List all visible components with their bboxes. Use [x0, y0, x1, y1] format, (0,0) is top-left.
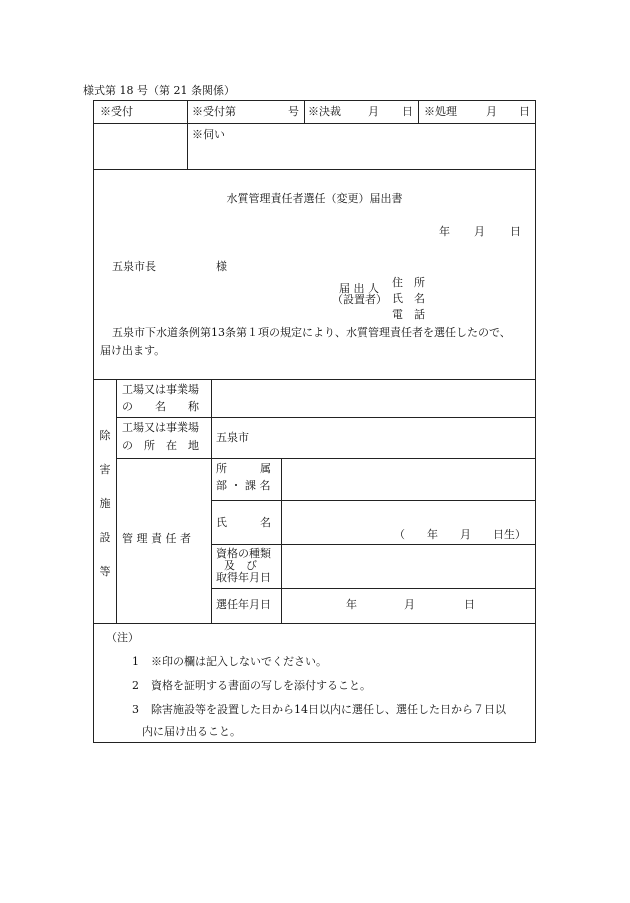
number-suffix: 号 — [288, 105, 299, 118]
divider — [187, 101, 188, 169]
divider — [211, 379, 212, 623]
note-number: 1 — [132, 655, 139, 668]
factory-name-label-l2: の 名 称 — [122, 400, 199, 413]
divider — [116, 379, 117, 623]
note-number: 3 — [132, 703, 139, 716]
note-text-continued: 内に届け出ること。 — [142, 725, 241, 738]
divider — [116, 417, 535, 418]
divider — [211, 544, 535, 545]
divider — [94, 169, 535, 170]
side-char: 等 — [99, 565, 111, 578]
note-text: 資格を証明する書面の写しを添付すること。 — [151, 679, 371, 692]
factory-location-label-l2: の 所 在 地 — [122, 439, 199, 452]
applicant-sublabel: （設置者） — [332, 293, 387, 306]
side-char: 施 — [99, 497, 111, 510]
affiliation-label-l1: 所 属 — [216, 462, 271, 475]
appointment-day: 日 — [464, 598, 475, 611]
applicant-address-label: 住 所 — [392, 276, 425, 289]
processing-day: 日 — [519, 105, 530, 118]
divider — [304, 101, 305, 123]
appointment-month: 月 — [404, 598, 415, 611]
manager-name-label: 氏 名 — [216, 516, 271, 529]
note-text: ※印の欄は記入しないでください。 — [151, 655, 327, 668]
addressee-mayor: 五泉市長 — [112, 260, 156, 273]
side-char: 設 — [99, 531, 111, 544]
divider — [94, 379, 535, 380]
applicant-name-label: 氏 名 — [392, 292, 425, 305]
reception-number-label: ※受付第 — [192, 105, 236, 118]
factory-location-label-l1: 工場又は事業場 — [122, 421, 199, 434]
divider — [94, 123, 535, 124]
application-form — [93, 100, 536, 743]
approval-label: ※決裁 — [308, 105, 341, 118]
divider — [116, 458, 535, 459]
body-text-line1: 五泉市下水道条例第13条第１項の規定により、水質管理責任者を選任したので、 — [112, 326, 511, 339]
appointment-year: 年 — [346, 598, 357, 611]
approval-day: 日 — [402, 105, 413, 118]
divider — [418, 101, 419, 123]
date-day: 日 — [510, 225, 521, 238]
processing-month: 月 — [486, 105, 497, 118]
body-text-line2: 届け出ます。 — [100, 344, 166, 357]
applicant-phone-label: 電 話 — [392, 308, 425, 321]
divider — [211, 588, 535, 589]
form-title: 水質管理責任者選任（変更）届出書 — [226, 192, 403, 205]
divider — [211, 500, 535, 501]
qualification-label-l2: 及 び — [224, 559, 257, 572]
applicant-label: 届 出 人 — [339, 282, 379, 295]
processing-label: ※処理 — [424, 105, 457, 118]
note-text: 除害施設等を設置した日から14日以内に選任し、選任した日から７日以 — [151, 703, 506, 716]
affiliation-label-l2: 部 ・ 課 名 — [216, 479, 271, 492]
factory-name-label-l1: 工場又は事業場 — [122, 383, 199, 396]
date-year: 年 — [439, 225, 450, 238]
qualification-label-l1: 資格の種類 — [216, 547, 271, 560]
appointment-date-label: 選任年月日 — [216, 598, 271, 611]
date-month: 月 — [474, 225, 485, 238]
reception-label: ※受付 — [100, 105, 133, 118]
form-number: 様式第 18 号（第 21 条関係） — [83, 84, 235, 97]
inquiry-label: ※伺い — [192, 128, 225, 141]
birthdate-field: （ 年 月 日生） — [394, 528, 526, 541]
factory-location-value: 五泉市 — [216, 431, 249, 444]
approval-month: 月 — [368, 105, 379, 118]
side-char: 除 — [99, 429, 111, 442]
notes-heading: （注） — [106, 631, 139, 644]
note-number: 2 — [132, 679, 139, 692]
addressee-honorific: 様 — [216, 260, 227, 273]
manager-label: 管 理 責 任 者 — [122, 532, 191, 545]
divider — [94, 623, 535, 624]
qualification-label-l3: 取得年月日 — [216, 571, 271, 584]
divider — [281, 458, 282, 623]
side-char: 害 — [99, 463, 111, 476]
facility-side-label — [98, 429, 112, 599]
